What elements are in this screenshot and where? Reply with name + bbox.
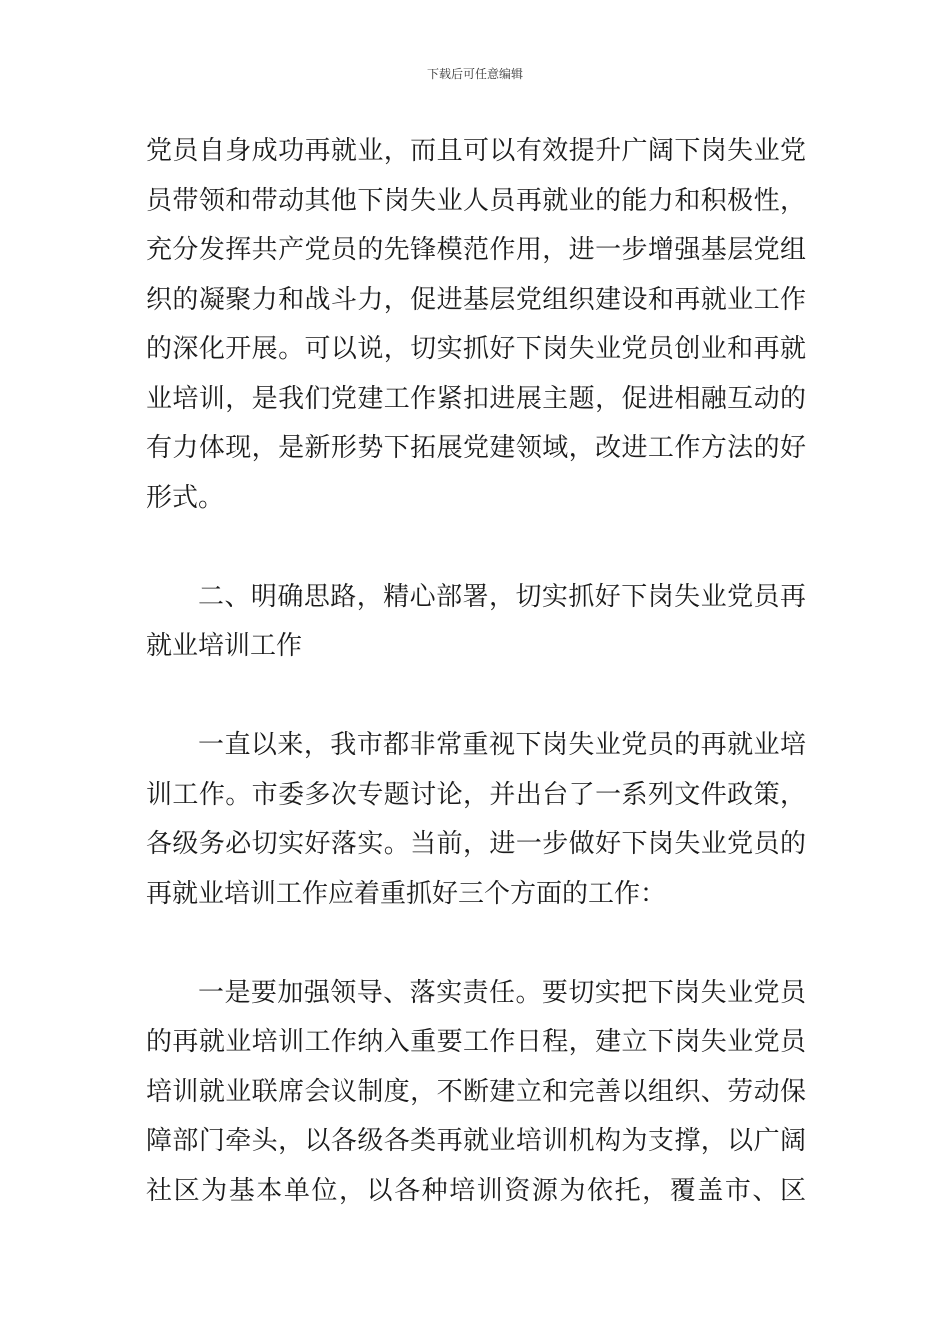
text-line: 再就业培训工作应着重抓好三个方面的工作：	[146, 878, 667, 909]
section-heading	[146, 573, 806, 672]
text-line: 各级务必切实好落实。当前，进一步做好下岗失业党员的	[146, 829, 806, 859]
document-body	[146, 127, 806, 1216]
paragraph-gap	[146, 523, 806, 573]
paragraph-gap	[146, 919, 806, 969]
text-line: 就业培训工作	[146, 631, 303, 661]
page-header-note: 下载后可任意编辑	[426, 67, 523, 81]
text-line: 的再就业培训工作纳入重要工作日程，建立下岗失业党员	[146, 1027, 806, 1057]
paragraph	[146, 127, 806, 523]
text-line: 党员自身成功再就业，而且可以有效提升广阔下岗失业党	[146, 136, 806, 166]
text-line: 业培训，是我们党建工作紧扣进展主题，促进相融互动的	[146, 383, 806, 414]
text-line: 二、明确思路，精心部署，切实抓好下岗失业党员再	[198, 581, 806, 612]
text-line: 障部门牵头，以各级各类再就业培训机构为支撑，以广阔	[146, 1126, 806, 1156]
paragraph-gap	[146, 672, 806, 722]
text-line: 社区为基本单位，以各种培训资源为依托，覆盖市、区	[146, 1175, 806, 1206]
text-line: 充分发挥共产党员的先锋模范作用，进一步增强基层党组	[146, 235, 806, 265]
text-line: 织的凝聚力和战斗力，促进基层党组织建设和再就业工作	[146, 284, 806, 315]
text-line: 员带领和带动其他下岗失业人员再就业的能力和积极性，	[146, 185, 806, 216]
text-line: 训工作。市委多次专题讨论，并出台了一系列文件政策，	[146, 779, 806, 810]
paragraph	[146, 721, 806, 919]
paragraph	[146, 969, 806, 1217]
text-line: 培训就业联席会议制度，不断建立和完善以组织、劳动保	[146, 1076, 806, 1107]
text-line: 一是要加强领导、落实责任。要切实把下岗失业党员	[198, 977, 806, 1008]
text-line: 有力体现，是新形势下拓展党建领域，改进工作方法的好	[146, 433, 806, 463]
text-line: 一直以来，我市都非常重视下岗失业党员的再就业培	[198, 730, 806, 760]
text-line: 形式。	[146, 482, 225, 513]
text-line: 的深化开展。可以说，切实抓好下岗失业党员创业和再就	[146, 334, 806, 364]
